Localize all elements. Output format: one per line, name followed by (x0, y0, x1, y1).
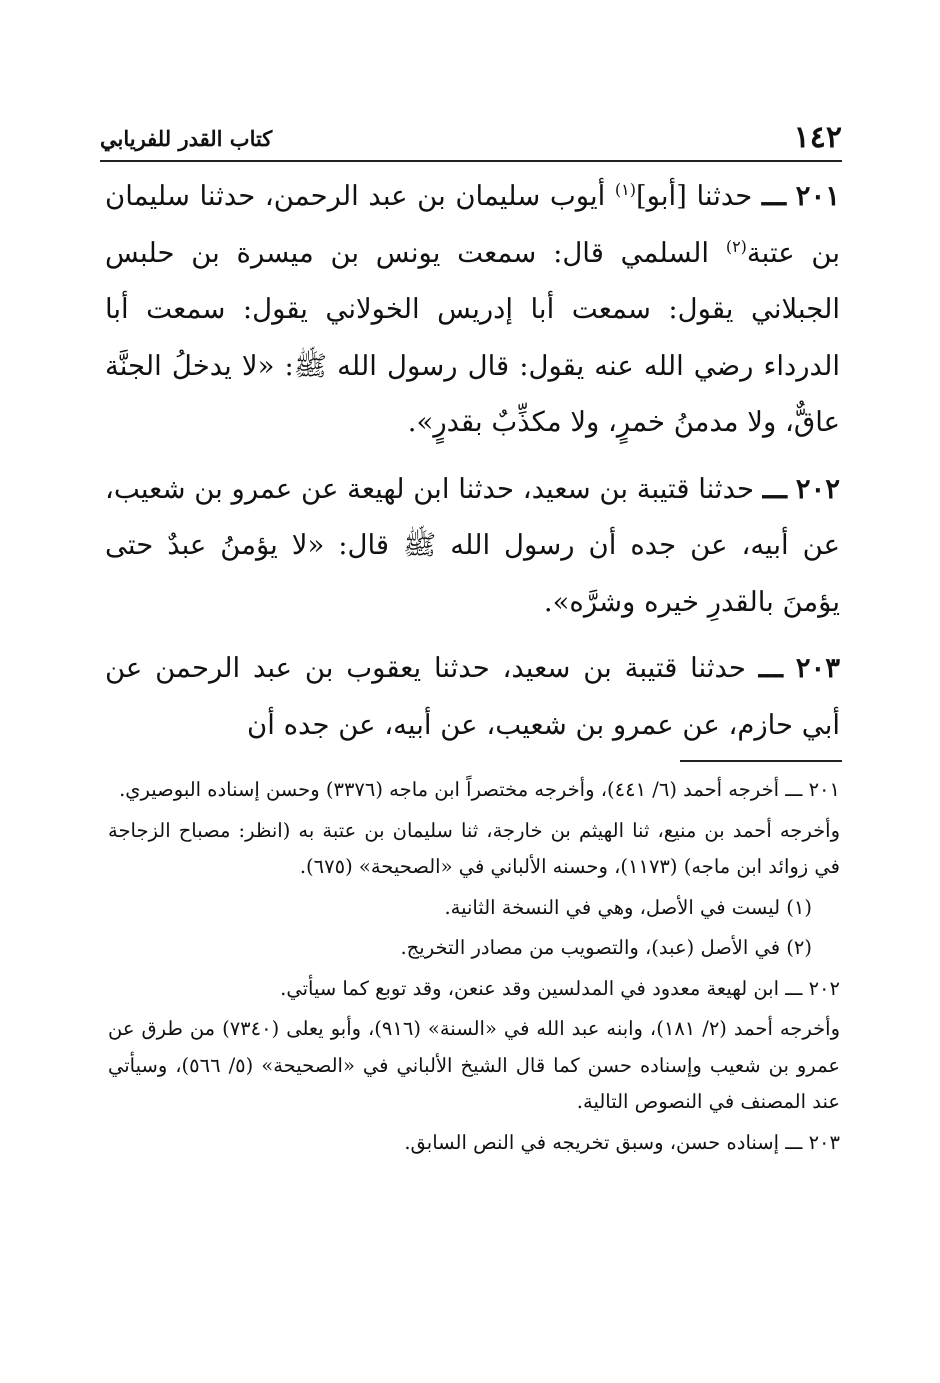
footnote-note-2: (٢) في الأصل (عبد)، والتصويب من مصادر التخريج. (400, 936, 812, 959)
page-header (100, 118, 842, 162)
footnote-note-1: (١) ليست في الأصل، وهي في النسخة الثانية. (444, 895, 812, 919)
footnote-201: ٢٠١ ـــ أخرجه أحمد (٦/ ٤٤١)، وأخرجه مختصراً ابن ماجه (٣٣٧٦) وحسن إسناده البوصيري. (119, 778, 840, 801)
hadith-text: حدثنا قتيبة بن سعيد، حدثنا يعقوب بن عبد الرحمن عن أبي حازم، عن عمرو بن شعيب، عن أبيه، عن جده أن (105, 652, 840, 741)
hadith-number: ٢٠٣ (795, 652, 840, 684)
hadith-202 (105, 461, 840, 631)
running-title: كتاب القدر للفريابي (100, 126, 273, 151)
hadith-text: أيوب سليمان بن عبد الرحمن، حدثنا سليمان بن عتبة (105, 180, 841, 269)
footnote-ref-1: (١) (614, 179, 636, 199)
hadith-201 (105, 168, 840, 451)
footnote-separator (680, 760, 842, 762)
hadith-dash: ـــ (758, 652, 783, 684)
footnote-ref-2: (٢) (725, 236, 747, 256)
page-number: ١٤٢ (793, 120, 842, 155)
main-text (105, 168, 840, 763)
hadith-text: حدثنا [أبو] (635, 180, 753, 212)
hadith-203 (105, 640, 840, 753)
footnote-203: ٢٠٣ ـــ إسناده حسن، وسبق تخريجه في النص السابق. (404, 1130, 840, 1154)
hadith-text: حدثنا قتيبة بن سعيد، حدثنا ابن لهيعة عن عمرو بن شعيب، عن أبيه، عن جده أن رسول الله ﷺ قال: «لا يؤمنُ عبدٌ حتى يؤمنَ بالقدرِ خيره وشرَّه». (105, 472, 840, 618)
hadith-dash: ـــ (761, 180, 787, 212)
hadith-number: ٢٠١ (795, 180, 840, 212)
footnote-201-cont: وأخرجه أحمد بن منيع، ثنا الهيثم بن خارجة، ثنا سليمان بن عتبة به (انظر: مصباح الزجاجة في زوائد ابن ماجه) (١١٧٣)، وحسنه الألباني في «الصحيحة» (٦٧٥). (108, 818, 840, 878)
hadith-number: ٢٠٢ (795, 472, 840, 505)
footnote-202-cont: وأخرجه أحمد (٢/ ١٨١)، وابنه عبد الله في «السنة» (٩١٦)، وأبو يعلى (٧٣٤٠) من طرق عن عمرو بن شعيب وإسناده حسن كما قال الشيخ الألباني في «الصحيحة» (٥/ ٥٦٦)، وسيأتي عند المصنف في النصوص التالية. (108, 1017, 840, 1113)
footnote-202: ٢٠٢ ـــ ابن لهيعة معدود في المدلسين وقد عنعن، وقد توبع كما سيأتي. (280, 976, 840, 1000)
footnotes (108, 772, 840, 1165)
hadith-text: السلمي قال: سمعت يونس بن ميسرة بن حلبس الجبلاني يقول: سمعت أبا إدريس الخولاني يقول: سمعت أبا الدرداء رضي الله عنه يقول: قال رسول الله ﷺ: «لا يدخلُ الجنَّة عاقٌّ، ولا مدمنُ خمرٍ، ولا مكذِّبٌ بقدرٍ». (105, 236, 840, 438)
hadith-dash: ـــ (762, 472, 787, 505)
